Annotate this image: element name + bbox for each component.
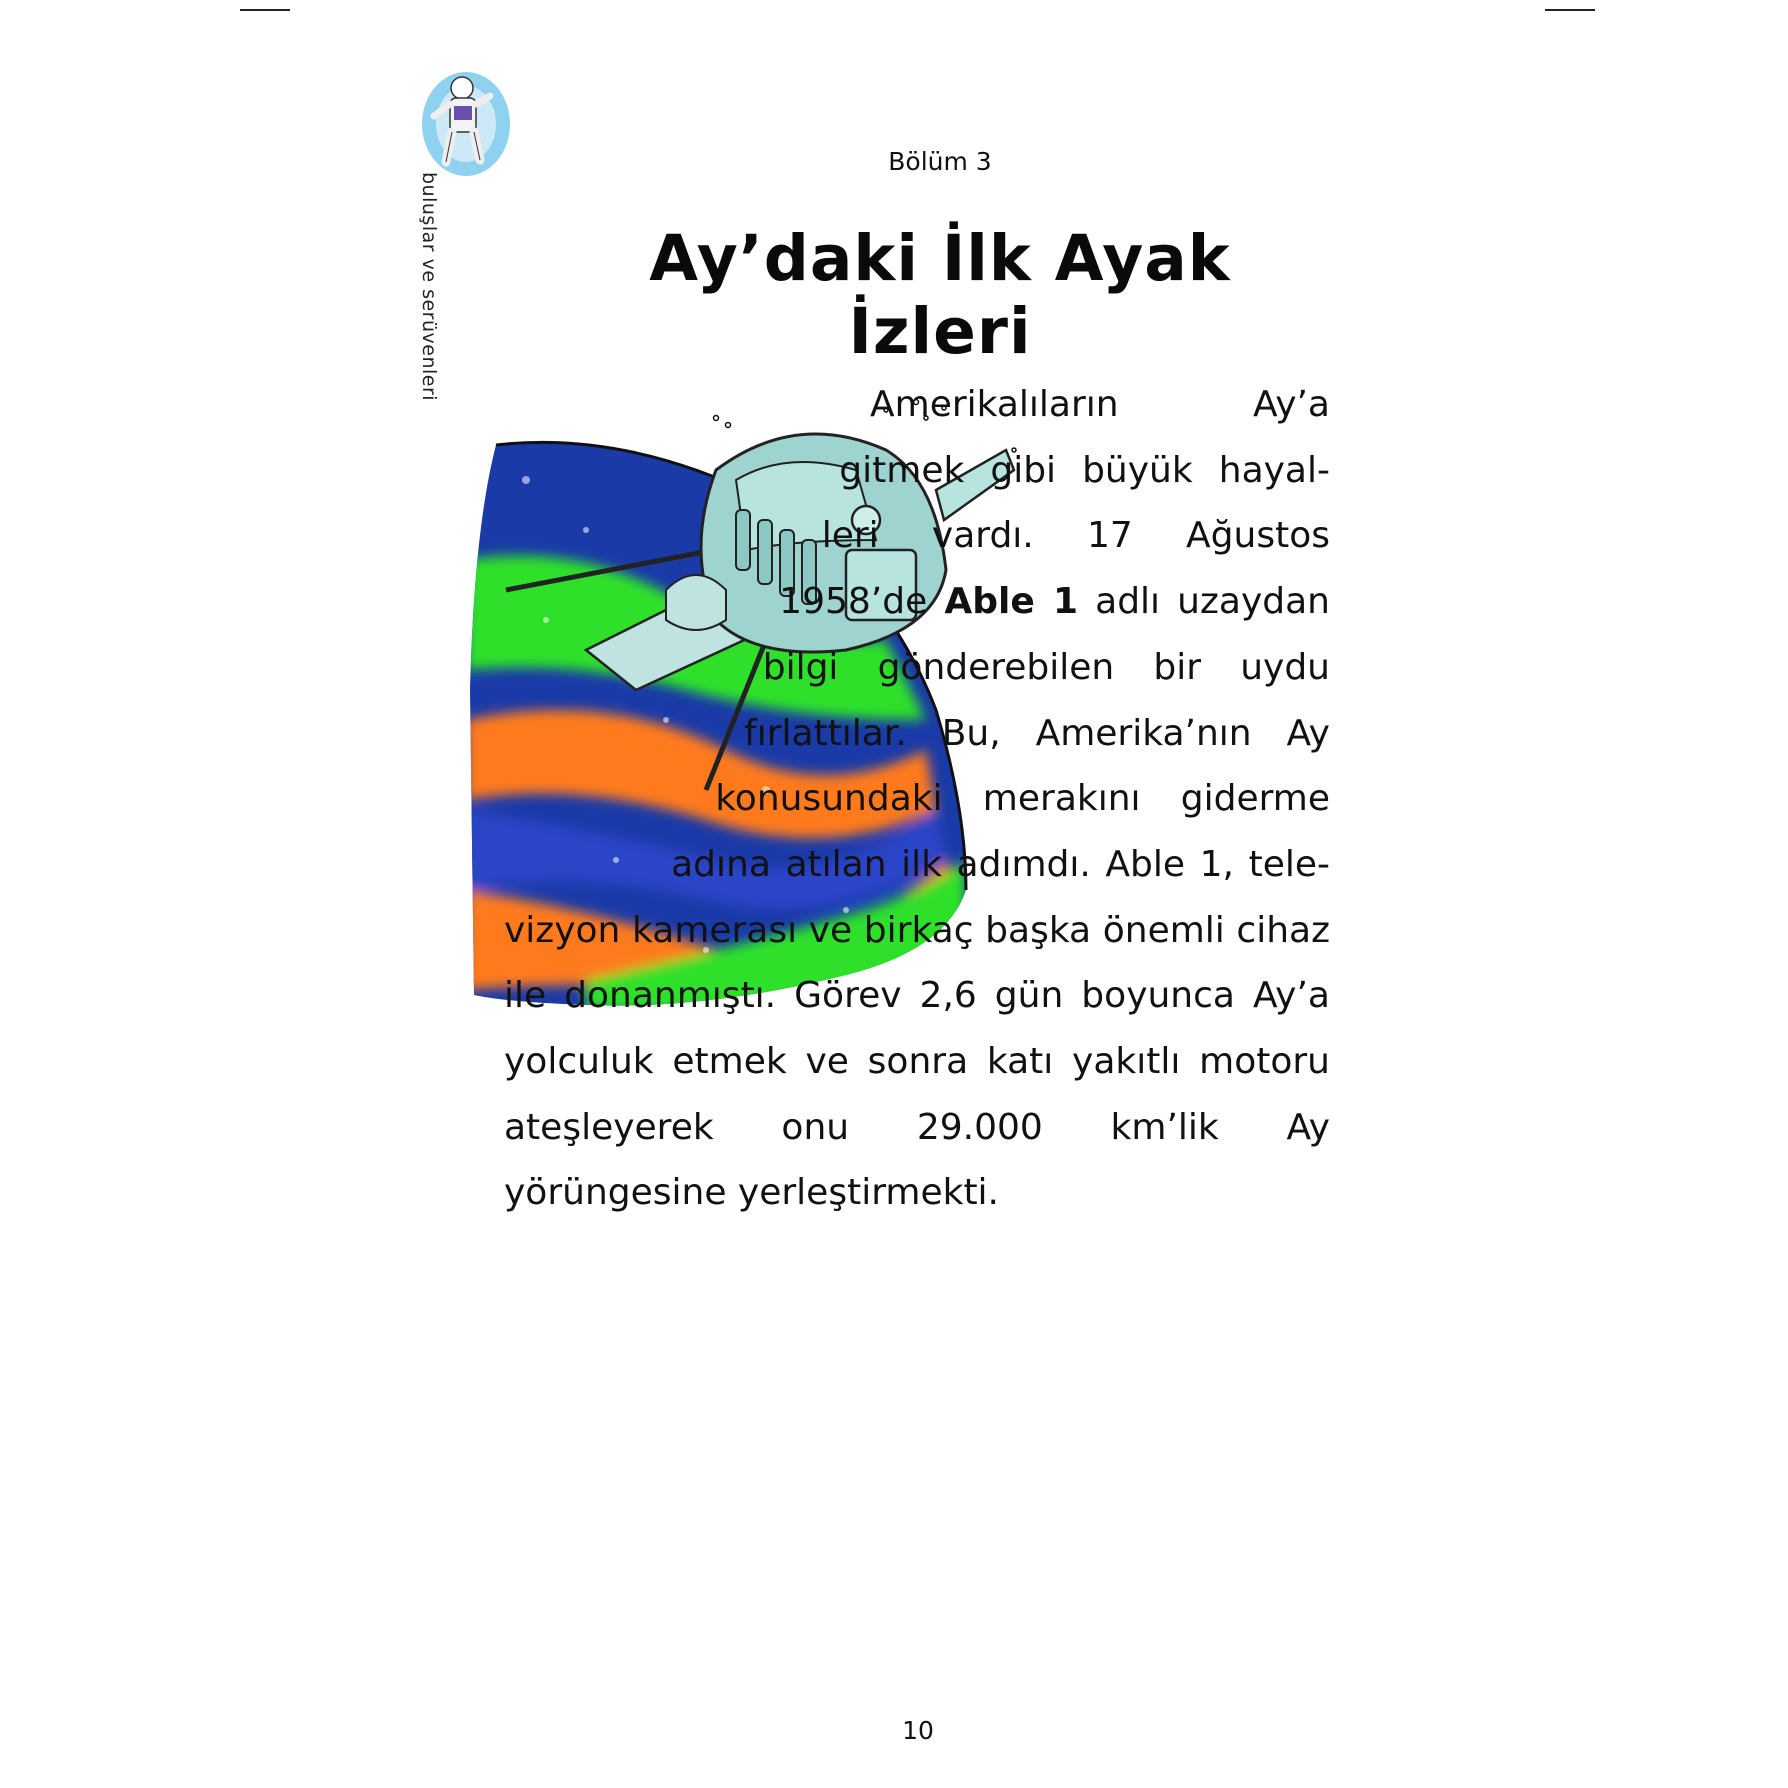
chapter-title: Ay’daki İlk Ayak İzleri — [649, 222, 1231, 368]
crop-mark-left — [240, 9, 290, 11]
crop-mark-right — [1545, 9, 1595, 11]
chapter-body-paragraph — [504, 372, 1330, 1226]
chapter-number: Bölüm 3 — [888, 147, 992, 176]
able-1-term: Able 1 — [944, 581, 1079, 623]
page-number: 10 — [902, 1716, 934, 1745]
body-text-intro: Amerikalıların Ay’a gitmek gibi büyük hayalleri vardı. 17 Ağustos 1958’de — [779, 384, 1330, 623]
body-text-continuation: adlı uzaydan bilgi gönderebilen bir uydu fırlattılar. Bu, Amerika’nın Ay konusundaki merakını giderme adına atılan ilk adımdı. Able 1, televizyon kamerası ve birkaç başka önemli cihaz ile donanmıştı. Görev 2,6 gün boyunca Ay’a yolculuk etmek ve sonra katı yakıtlı motoru ateşleyerek onu 29.000 km’lik Ay yörüngesine yerleştirmekti. — [504, 581, 1330, 1214]
series-side-label: buluşlar ve serüvenleri — [418, 172, 440, 402]
